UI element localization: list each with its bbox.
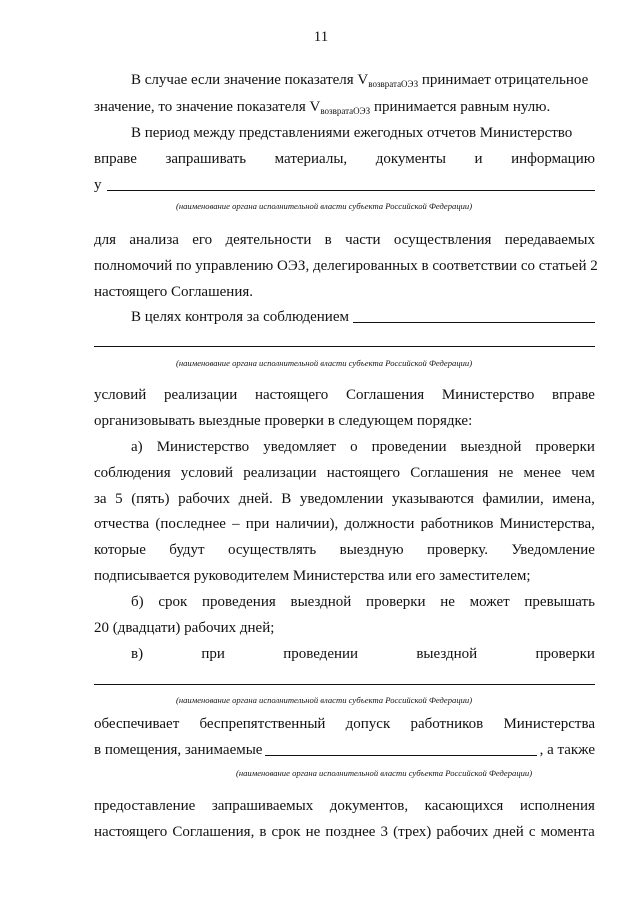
word: (трех) xyxy=(393,824,432,840)
pc-line3-a: в помещения, занимаемые xyxy=(94,742,263,758)
p1-line2-sub: возвратаОЭЗ xyxy=(320,106,371,116)
blank-line-2a xyxy=(353,322,595,323)
word: обеспечивает xyxy=(94,716,180,732)
word: указываются xyxy=(391,491,474,507)
word: срок xyxy=(158,594,188,610)
word: Соглашения xyxy=(345,387,425,403)
pa-line6: подписывается руководителем Министерства или его заместителем; xyxy=(94,568,531,584)
word: выездную xyxy=(339,542,404,558)
word: беспрепятственный xyxy=(199,716,326,732)
word: проверку. xyxy=(427,542,489,558)
p5-line2: организовывать выездные проверки в следующем порядке: xyxy=(94,413,473,429)
word: отчества xyxy=(94,516,150,532)
word: Соглашения xyxy=(410,465,489,481)
word: о xyxy=(350,439,358,455)
word: в xyxy=(259,824,267,840)
word: осуществлять xyxy=(227,542,317,558)
word: дней. xyxy=(238,491,273,507)
word: и xyxy=(474,151,483,167)
p3-line2: полномочий по управлению ОЭЗ, делегированных в соответствии со статьей 2 xyxy=(94,258,598,274)
word: 5 xyxy=(115,491,123,507)
word: В xyxy=(281,491,292,507)
pa-line3 xyxy=(94,490,595,508)
blank-line-1 xyxy=(107,190,595,191)
p1-line1-a: В случае если значение показателя V xyxy=(131,72,369,88)
word: проверки xyxy=(535,439,595,455)
word: вправе xyxy=(94,151,137,167)
caption-2: (наименование органа исполнительной власти субъекта Российской Федерации) xyxy=(176,358,473,368)
word: выездной xyxy=(290,594,352,610)
word: не xyxy=(440,594,455,610)
word: работников xyxy=(410,716,484,732)
word: Министерства xyxy=(503,716,595,732)
word: передаваемых xyxy=(504,232,595,248)
pa-line5 xyxy=(94,541,595,559)
word: запрашиваемых xyxy=(211,798,314,814)
word: дней xyxy=(493,824,524,840)
word: должности xyxy=(344,516,415,532)
pa-line4 xyxy=(94,515,595,533)
word: рабочих xyxy=(436,824,489,840)
p1-line2 xyxy=(94,98,550,116)
word: выездной xyxy=(416,646,478,662)
word: Соглашения, xyxy=(172,824,255,840)
pc-line3-b: , а также xyxy=(539,742,595,758)
word: проведении xyxy=(283,646,359,662)
word: запрашивать xyxy=(165,151,247,167)
pb-line1 xyxy=(131,593,595,611)
pb-line2: 20 (двадцати) рабочих дней; xyxy=(94,620,275,636)
blank-line-4 xyxy=(265,755,536,756)
p1-line1-b: принимает отрицательное xyxy=(418,72,589,88)
word: уведомляет xyxy=(263,439,337,455)
p3-line1 xyxy=(94,231,595,249)
word: превышать xyxy=(524,594,595,610)
word: работников xyxy=(420,516,494,532)
pc-line2 xyxy=(94,715,595,733)
word: при xyxy=(201,646,225,662)
word: документы xyxy=(375,151,447,167)
p1-line1 xyxy=(131,71,588,89)
word: в xyxy=(324,232,332,248)
word: исполнения xyxy=(519,798,595,814)
word: б) xyxy=(131,594,144,610)
p1-line1-sub: возвратаОЭЗ xyxy=(368,79,419,89)
blank-line-2b xyxy=(94,346,595,347)
p2-line1: В период между представлениями ежегодных отчетов Министерство xyxy=(131,125,573,141)
word: срок xyxy=(271,824,301,840)
word: фамилии, xyxy=(482,491,544,507)
word: (последнее xyxy=(155,516,226,532)
word: информацию xyxy=(511,151,595,167)
word: части xyxy=(345,232,381,248)
p1-line2-b: принимается равным нулю. xyxy=(370,99,551,115)
word: Уведомление xyxy=(511,542,595,558)
pc-line1 xyxy=(131,645,595,663)
pa-line1 xyxy=(131,438,595,456)
p5-line1 xyxy=(94,386,595,404)
word: проверки xyxy=(366,594,426,610)
word: проверки xyxy=(535,646,595,662)
caption-3: (наименование органа исполнительной власти субъекта Российской Федерации) xyxy=(176,695,473,705)
word: материалы, xyxy=(274,151,348,167)
caption-1: (наименование органа исполнительной власти субъекта Российской Федерации) xyxy=(176,201,473,211)
word: проведения xyxy=(202,594,276,610)
page-number: 11 xyxy=(313,29,329,45)
caption-4: (наименование органа исполнительной власти субъекта Российской Федерации) xyxy=(236,768,533,778)
word: настоящего xyxy=(94,824,168,840)
word: в) xyxy=(131,646,144,662)
word: вправе xyxy=(552,387,595,403)
word: настоящего xyxy=(326,465,401,481)
word: касающихся xyxy=(424,798,504,814)
word: момента xyxy=(540,824,595,840)
word: (пять) xyxy=(131,491,170,507)
word: уведомлении xyxy=(299,491,384,507)
word: рабочих xyxy=(178,491,231,507)
word: анализа xyxy=(129,232,179,248)
word: будут xyxy=(169,542,205,558)
word: Министерства, xyxy=(499,516,595,532)
word: предоставление xyxy=(94,798,196,814)
word: чем xyxy=(571,465,595,481)
pc-line3 xyxy=(94,741,595,759)
pc-line4 xyxy=(94,797,595,815)
word: не xyxy=(498,465,514,481)
blank-line-3 xyxy=(94,684,595,685)
p3-line3: настоящего Соглашения. xyxy=(94,284,254,300)
word: наличии), xyxy=(275,516,339,532)
word: 3 xyxy=(380,824,389,840)
p4-line1: В целях контроля за соблюдением xyxy=(131,309,349,325)
word: деятельности xyxy=(225,232,312,248)
word: с xyxy=(528,824,536,840)
word: для xyxy=(94,232,117,248)
word: Министерство xyxy=(441,387,535,403)
word: – xyxy=(232,516,240,532)
word: осуществления xyxy=(393,232,492,248)
word: Министерство xyxy=(156,439,250,455)
word: реализации xyxy=(163,387,238,403)
word: его xyxy=(192,232,213,248)
word: не xyxy=(305,824,321,840)
word: условий xyxy=(94,387,147,403)
word: настоящего xyxy=(254,387,329,403)
word: за xyxy=(94,491,107,507)
pc-line5 xyxy=(94,823,595,841)
word: которые xyxy=(94,542,146,558)
p2-line3-prefix: у xyxy=(94,177,102,193)
word: имена, xyxy=(552,491,595,507)
word: соблюдения xyxy=(94,465,171,481)
p2-line2 xyxy=(94,150,595,168)
word: при xyxy=(245,516,270,532)
word: менее xyxy=(523,465,562,481)
word: может xyxy=(469,594,510,610)
word: выездной xyxy=(460,439,522,455)
pa-line2 xyxy=(94,464,595,482)
word: документов, xyxy=(329,798,409,814)
p1-line2-a: значение, то значение показателя V xyxy=(94,99,321,115)
word: реализации xyxy=(243,465,317,481)
word: позднее xyxy=(325,824,376,840)
word: условий xyxy=(180,465,234,481)
word: а) xyxy=(131,439,143,455)
word: проведении xyxy=(371,439,447,455)
word: допуск xyxy=(345,716,391,732)
